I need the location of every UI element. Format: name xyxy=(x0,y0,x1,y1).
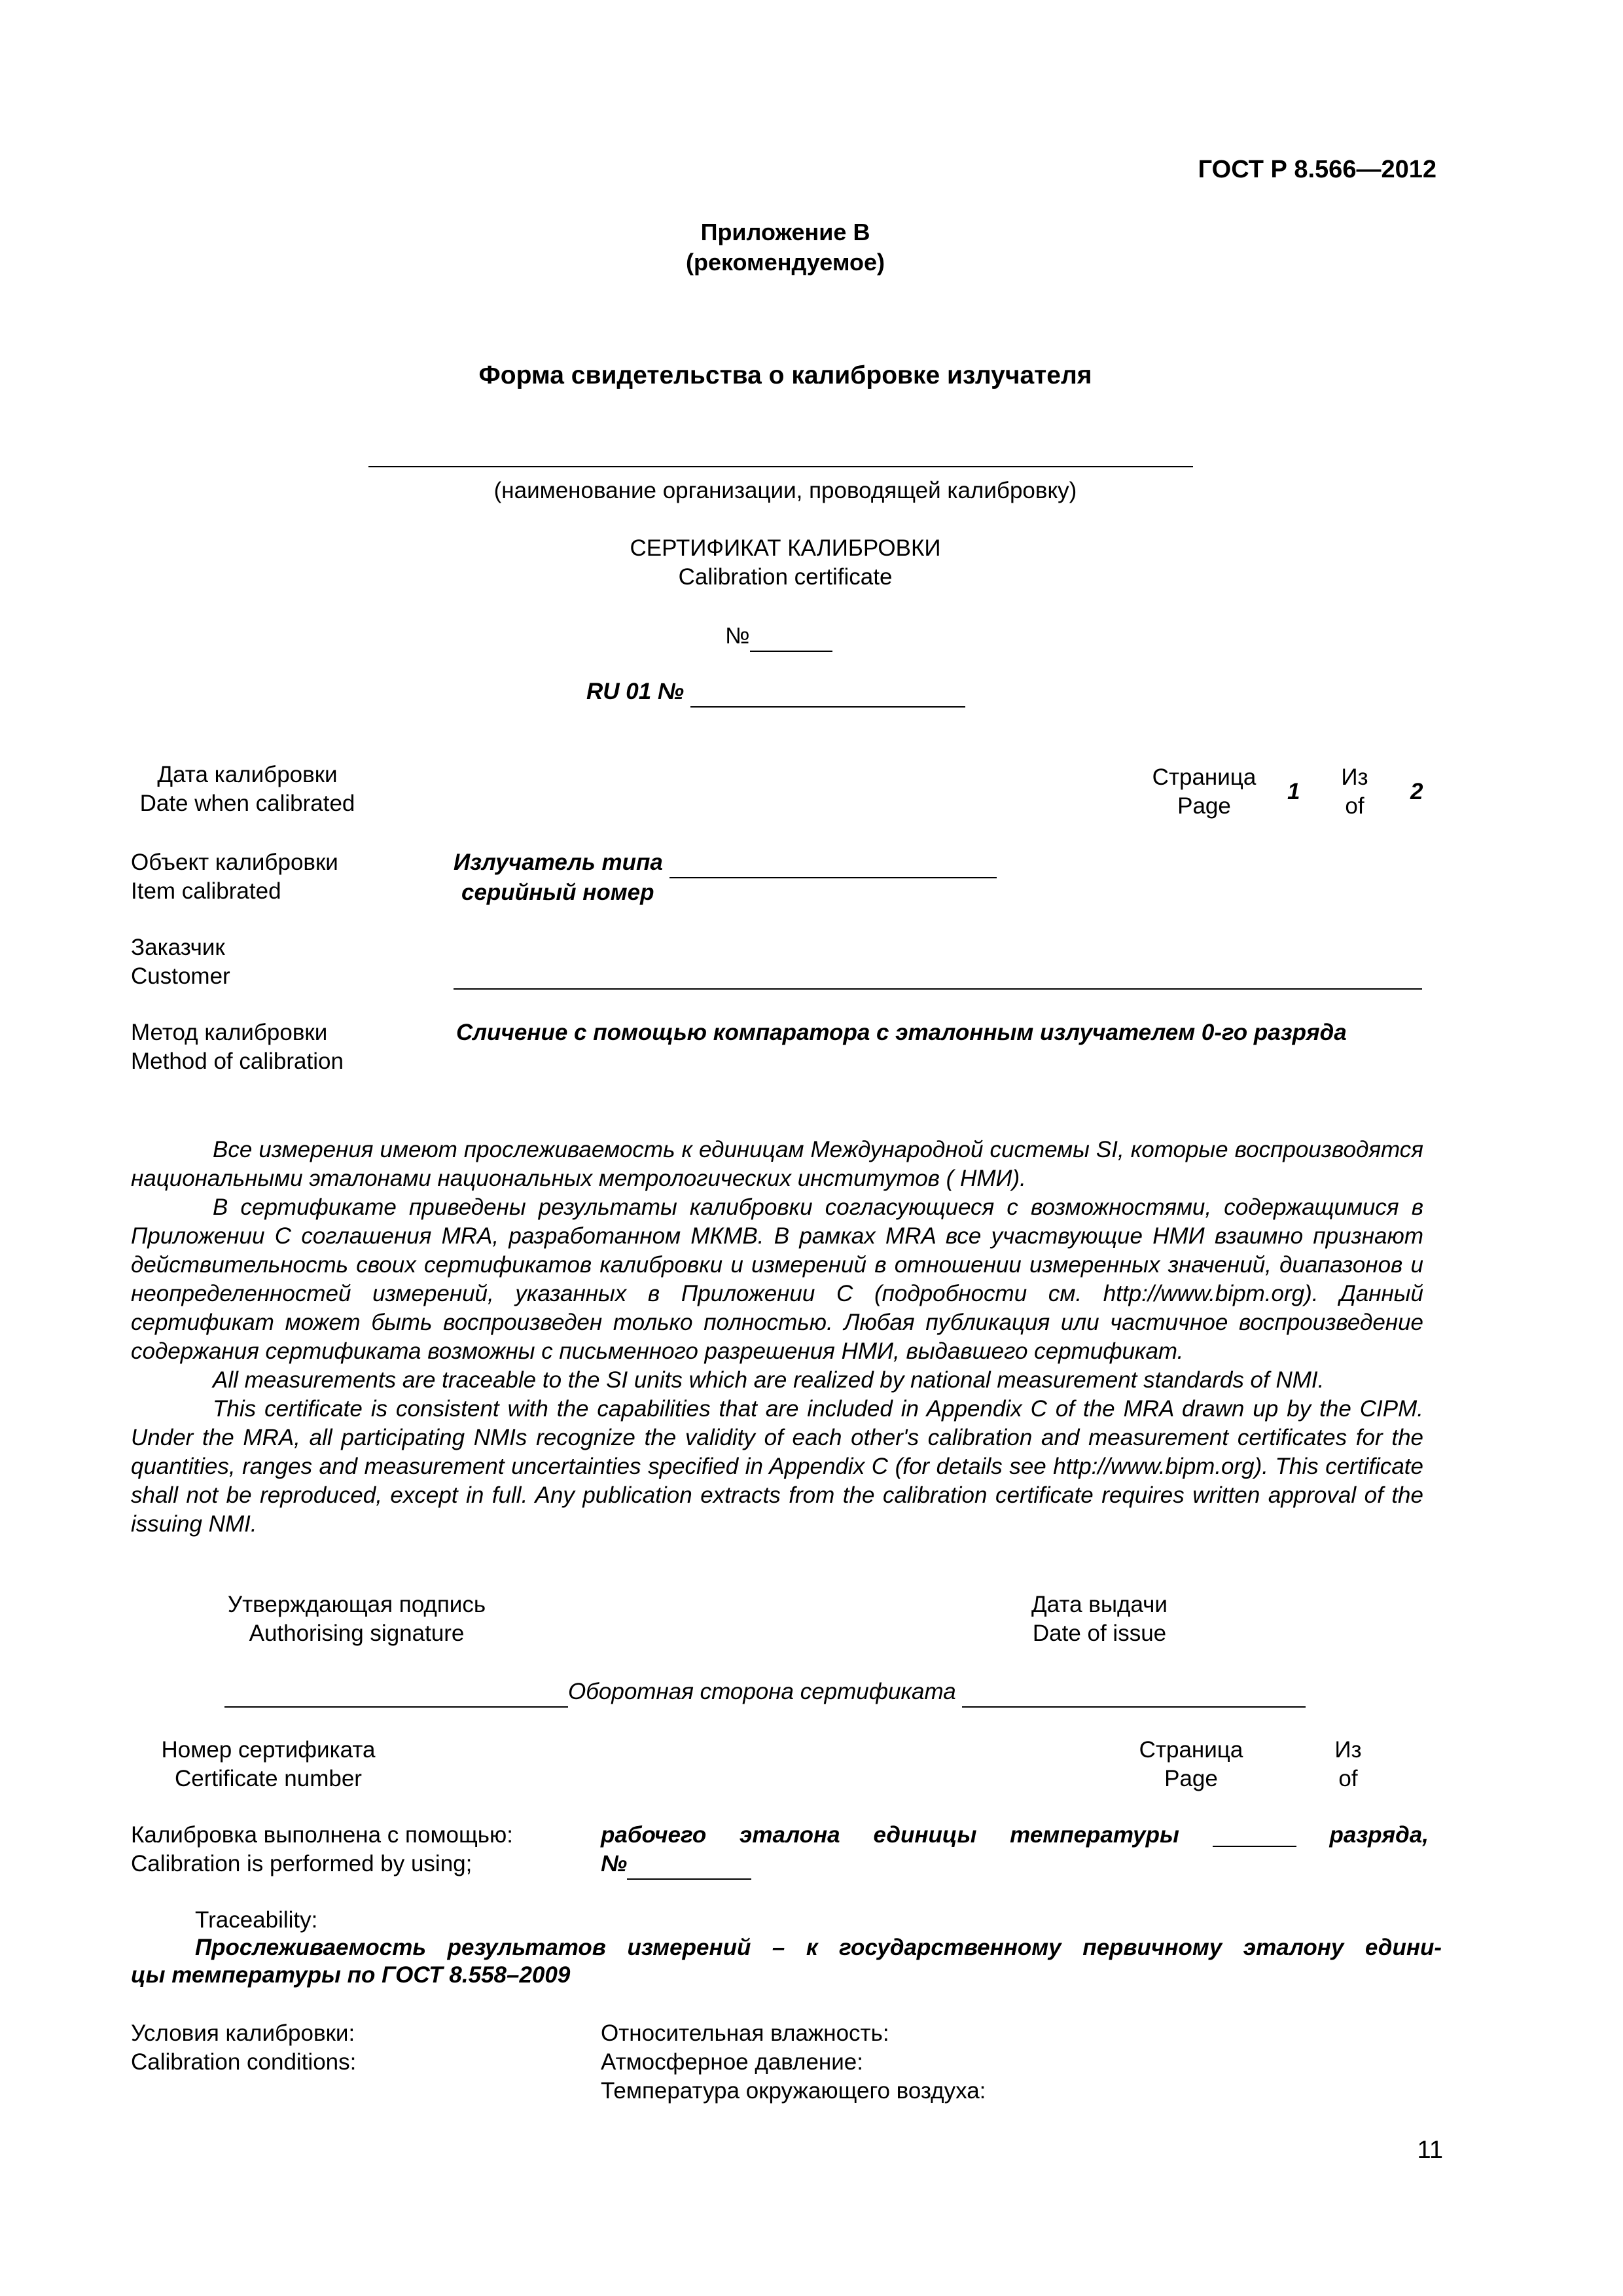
organization-name-caption: (наименование организации, проводящей калибровку) xyxy=(493,478,1077,503)
certificate-number-blank xyxy=(750,622,832,652)
of-label: Из of xyxy=(1341,764,1368,819)
reverse-of-label: Из of xyxy=(1334,1737,1362,1791)
customer-label: Заказчик Customer xyxy=(131,935,230,989)
temperature-label: Температура окружающего воздуха: xyxy=(601,2078,986,2104)
item-calibrated-value xyxy=(454,848,997,907)
reverse-side-divider xyxy=(224,1677,1306,1708)
registry-number-blank xyxy=(690,677,965,708)
page-footer-number: 11 xyxy=(1417,2136,1443,2164)
emitter-type-blank xyxy=(669,848,997,878)
certificate-title-ru: СЕРТИФИКАТ КАЛИБРОВКИ xyxy=(630,535,941,561)
statement-en-1: All measurements are traceable to the SI units which are realized by national measurement standards of NMI. xyxy=(213,1367,1325,1393)
traceability-statement xyxy=(131,1136,1423,1539)
divider-line-left xyxy=(224,1677,568,1708)
serial-number-label: серийный номер xyxy=(461,880,654,905)
statement-en-2: This certificate is consistent with the capabilities that are included in Appendix C of the MRA drawn up by the CIPM. Under the MRA, all participating NMIs recognize the validity of each other's calibration and measurement certificates for the quantities, ranges and measurement uncertainties specified in Appendix C (for details see http://www.bipm.org). This certificate shall not be reproduced, except in full. Any publication extracts from the calibration certificate requires written approval of the issuing NMI. xyxy=(131,1396,1423,1537)
standard-number-blank xyxy=(627,1850,751,1880)
calibration-conditions-values xyxy=(601,2019,986,2106)
traceability-text-1: Прослеживаемость результатов измерений – к государственному первичному эталону едини- xyxy=(195,1935,1442,1960)
page-number: 1 xyxy=(1287,779,1300,804)
registry-number xyxy=(586,677,965,708)
appendix-label: Приложение В xyxy=(700,219,870,245)
standard-number-sign: № xyxy=(601,1851,628,1876)
emitter-type-label: Излучатель типа xyxy=(454,850,663,875)
number-sign: № xyxy=(725,623,750,649)
calibration-performed-label: Калибровка выполнена с помощью: Calibration is performed by using; xyxy=(131,1822,513,1876)
calibration-performed-value: рабочего эталона единицы температуры разряда, № xyxy=(601,1821,1429,1880)
method-label: Метод калибровки Method of calibration xyxy=(131,1020,344,1074)
statement-ru-1: Все измерения имеют прослеживаемость к единицам Международной системы SI, которые воспроизводятся национальными эталонами национальных метрологических институтов ( НМИ). xyxy=(131,1137,1423,1191)
statement-ru-2: В сертификате приведены результаты калибровки согласующиеся с возможностями, содержащимися в Приложении С соглашения MRA, разработанном МКМВ. В рамках MRA все участвующие НМИ взаимно признают действительность своих сертификатов калибровки и измерений в отношении измеренных значений, диапазонов и неопределенностей измерений, указанных в Приложении С (подробности см. http://www.bipm.org). Данный сертификат может быть воспроизведен только полностью. Любая публикация или частичное воспроизведение содержания сертификата возможны с письменного разрешения НМИ, выдавшего сертификат. xyxy=(131,1194,1423,1364)
standard-number: ГОСТ Р 8.566—2012 xyxy=(1198,156,1436,183)
calibration-conditions-label: Условия калибровки: Calibration conditions: xyxy=(131,2020,357,2075)
certificate-title-en: Calibration certificate xyxy=(678,564,893,590)
item-calibrated-label: Объект калибровки Item calibrated xyxy=(131,850,338,904)
page-label: Страница Page xyxy=(1152,764,1257,819)
appendix-title xyxy=(576,217,995,278)
page-total: 2 xyxy=(1410,779,1423,804)
registry-number-label: RU 01 № xyxy=(586,679,685,704)
certificate-number-label: Номер сертификата Certificate number xyxy=(161,1737,376,1791)
date-calibrated-label: Дата калибровки Date when calibrated xyxy=(139,762,355,816)
reverse-page-label: Страница Page xyxy=(1139,1737,1243,1791)
grade-blank xyxy=(1213,1821,1296,1847)
certificate-number xyxy=(725,622,832,652)
customer-blank-line xyxy=(454,988,1422,990)
certificate-title xyxy=(458,534,1113,592)
traceability-text-2: цы температуры по ГОСТ 8.558–2009 xyxy=(131,1962,571,1988)
method-value: Сличение с помощью компаратора с эталонным излучателем 0-го разряда xyxy=(456,1020,1347,1045)
reverse-side-label: Оборотная сторона сертификата xyxy=(568,1679,956,1704)
date-of-issue-label: Дата выдачи Date of issue xyxy=(1031,1592,1168,1646)
pressure-label: Атмосферное давление: xyxy=(601,2049,863,2075)
traceability-label: Traceability: xyxy=(195,1907,318,1933)
authorising-signature-label: Утверждающая подпись Authorising signature xyxy=(227,1592,486,1646)
organization-name-line xyxy=(368,466,1193,467)
humidity-label: Относительная влажность: xyxy=(601,2020,889,2046)
form-title: Форма свидетельства о калибровке излучателя xyxy=(478,361,1092,389)
appendix-status: (рекомендуемое) xyxy=(686,249,885,276)
divider-line-right xyxy=(962,1677,1306,1708)
